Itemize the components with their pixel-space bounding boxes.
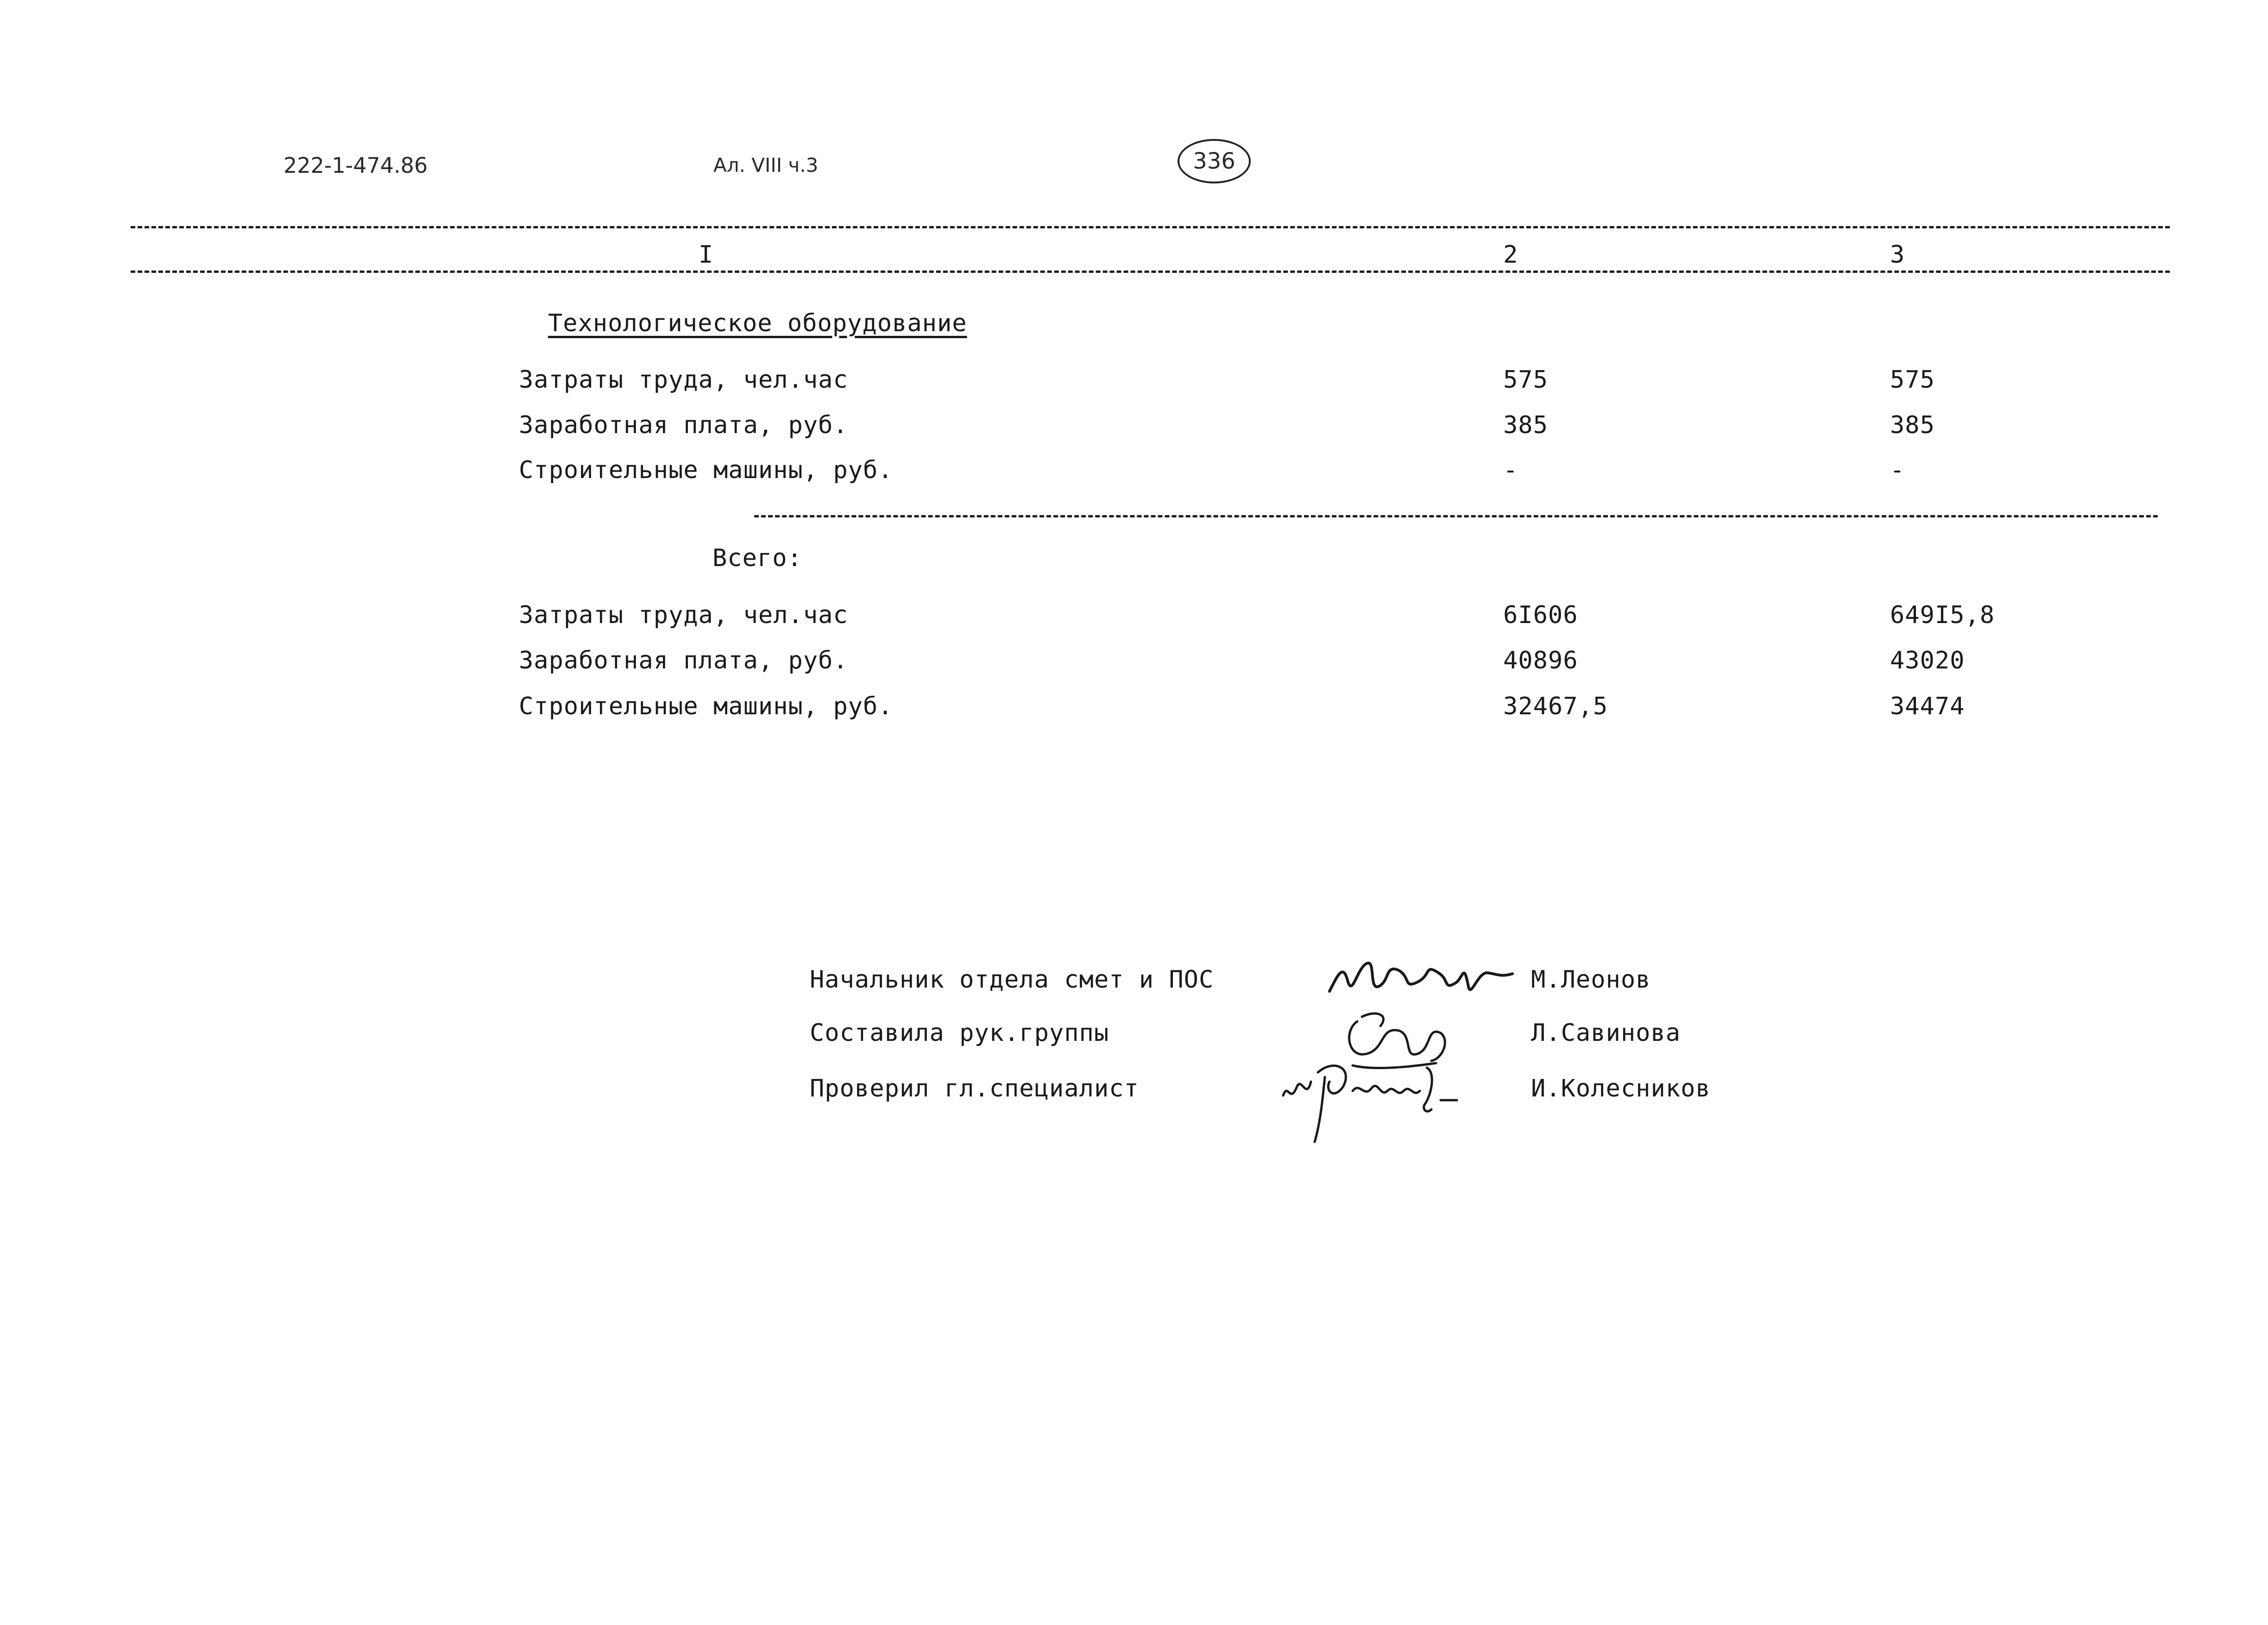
total-row-value-2: 32467,5 — [1503, 693, 1608, 720]
page-number: 336 — [1193, 148, 1235, 174]
page-number-stamp — [1178, 139, 1251, 183]
signature-name: М.Леонов — [1531, 966, 1651, 994]
signature-leonov-icon — [1325, 945, 1519, 1005]
section-row-label: Заработная плата, руб. — [519, 411, 848, 439]
section-row-value-3: 385 — [1890, 411, 1935, 439]
column-header-3: 3 — [1890, 241, 1905, 269]
signature-name: И.Колесников — [1531, 1075, 1711, 1102]
total-title: Всего: — [712, 544, 802, 572]
section-title: Технологическое оборудование — [548, 309, 967, 337]
total-row-label: Затраты труда, чел.час — [519, 601, 848, 629]
column-header-2: 2 — [1503, 241, 1518, 269]
total-row-value-2: 40896 — [1503, 647, 1578, 674]
total-row-value-3: 649I5,8 — [1890, 601, 1995, 629]
signature-kolesnikov-icon — [1274, 1054, 1468, 1146]
doc-code: 222-1-474.86 — [284, 153, 428, 178]
total-row-value-3: 34474 — [1890, 693, 1965, 720]
header-bottom-rule — [131, 271, 2170, 273]
section-row-label: Строительные машины, руб. — [519, 456, 893, 484]
section-row-value-3: - — [1890, 456, 1905, 484]
signature-role: Начальник отдела смет и ПОС — [810, 966, 1214, 994]
section-row-value-2: 575 — [1503, 366, 1548, 394]
header-top-rule — [131, 226, 2170, 228]
signature-name: Л.Савинова — [1531, 1019, 1681, 1047]
section-row-value-2: - — [1503, 456, 1518, 484]
section-row-label: Затраты труда, чел.час — [519, 366, 848, 394]
total-row-value-2: 6I606 — [1503, 601, 1578, 629]
signature-role: Составила рук.группы — [810, 1019, 1109, 1047]
total-row-value-3: 43020 — [1890, 647, 1965, 674]
album-ref: Ал. VIII ч.3 — [713, 154, 819, 176]
section-row-value-3: 575 — [1890, 366, 1935, 394]
total-separator-rule — [754, 515, 2158, 517]
signature-role: Проверил гл.специалист — [810, 1075, 1139, 1102]
total-row-label: Заработная плата, руб. — [519, 647, 848, 674]
total-row-label: Строительные машины, руб. — [519, 693, 893, 720]
section-row-value-2: 385 — [1503, 411, 1548, 439]
column-header-1: I — [699, 241, 714, 269]
